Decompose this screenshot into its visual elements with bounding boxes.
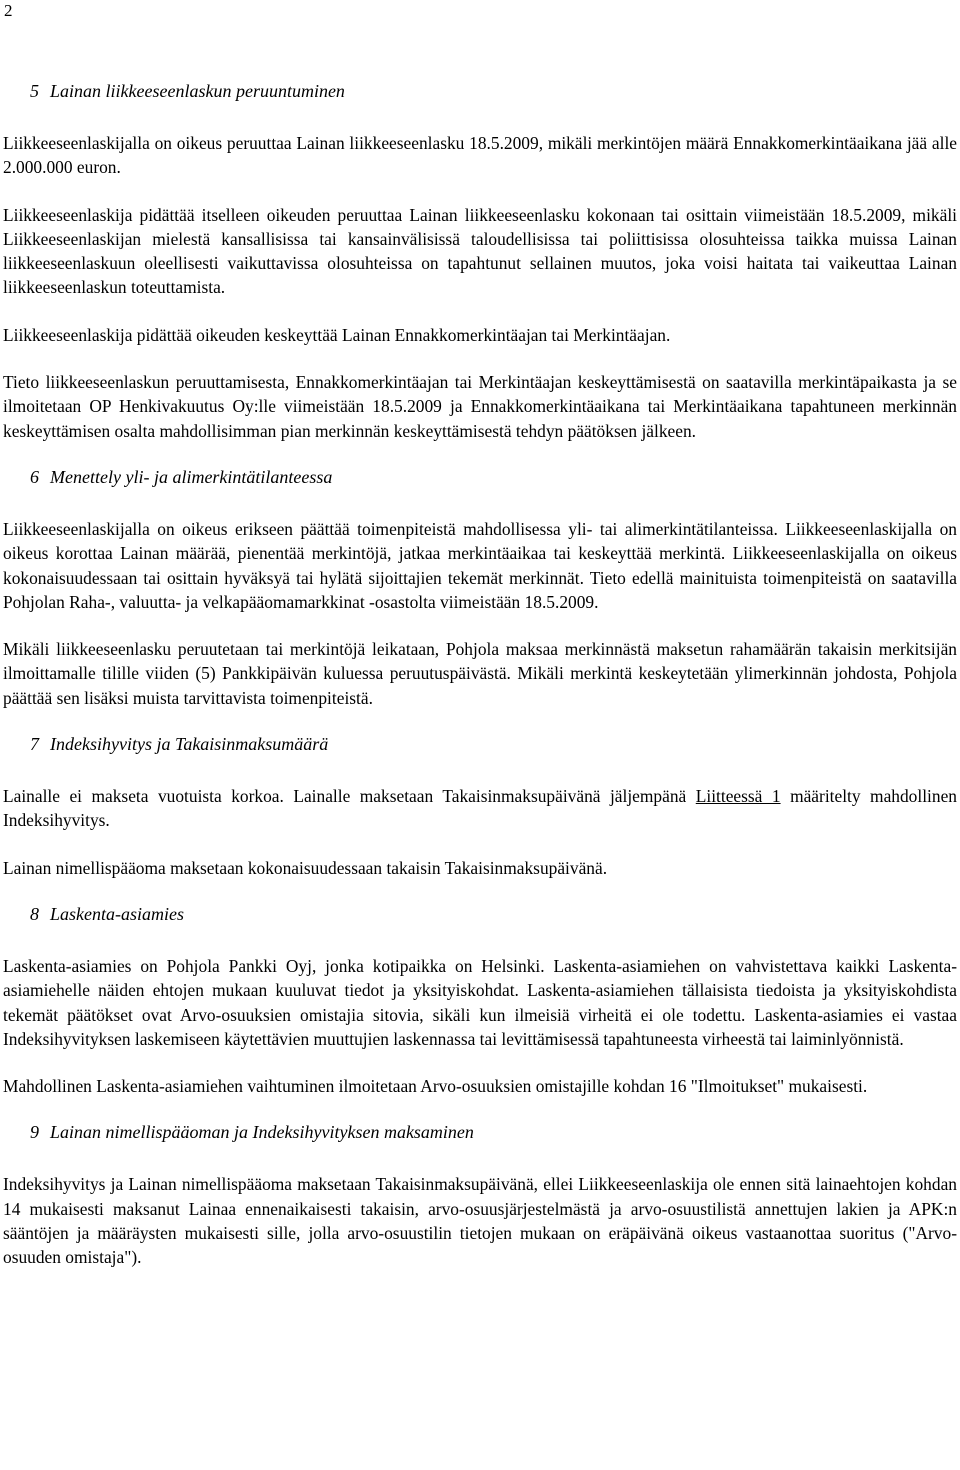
paragraph: Liikkeeseenlaskija pidättää itselleen oikeuden peruuttaa Lainan liikkeeseenlasku kokonaan tai osittain viimeistään 18.5.2009, mikäli Liikkeeseenlaskijan mielestä kansallisissa tai kansainvälisissä taloudellisissa tai poliittisissa olosuhteissa taikka muissa Lainan liikkeeseenlaskuun oleellisesti vaikuttavissa olosuhteissa on tapahtunut sellainen muutos, joka voisi haitata tai vaikeuttaa Lainan liikkeeseenlaskun toteuttamista. bbox=[3, 204, 957, 298]
paragraph: Lainan nimellispääoma maksetaan kokonaisuudessaan takaisin Takaisinmaksupäivänä. bbox=[3, 857, 608, 878]
section-number: 7 bbox=[30, 734, 39, 755]
section-8-heading bbox=[3, 903, 957, 925]
paragraph bbox=[3, 784, 957, 833]
section-7-heading bbox=[3, 733, 957, 755]
paragraph: Liikkeeseenlaskija pidättää oikeuden keskeyttää Lainan Ennakkomerkintäajan tai Merkintäajan. bbox=[3, 324, 671, 345]
section-title: Laskenta-asiamies bbox=[50, 903, 184, 924]
appendix-link[interactable]: Liitteessä 1 bbox=[695, 786, 781, 807]
paragraph: Mikäli liikkeeseenlasku peruutetaan tai merkintöjä leikataan, Pohjola maksaa merkinnästä maksetun rahamäärän takaisin merkitsijän ilmoittamalle tilille viiden (5) Pankkipäivän kuluessa peruutuspäivästä. Mikäli merkintä keskeytetään ylimerkinnän johdosta, Pohjola päättää sen lisäksi muista tarvittavista toimenpiteistä. bbox=[3, 639, 957, 708]
section-title: Indeksihyvitys ja Takaisinmaksumäärä bbox=[50, 734, 329, 755]
paragraph: Liikkeeseenlaskijalla on oikeus erikseen päättää toimenpiteistä mahdollisessa yli- tai alimerkintätilanteissa. Liikkeeseenlaskijalla on oikeus korottaa Lainan määrää, pienentää merkintöjä, jatkaa merkintäaikaa tai keskeyttää merkintä. Liikkeeseenlaskijalla on oikeus kokonaisuudessaan tai osittain hyväksyä tai hylätä sijoittajien tekemät merkinnät. Tieto edellä mainituista toimenpiteistä on saatavilla Pohjolan Raha-, valuutta- ja velkapääomamarkkinat -osastolta viimeistään 18.5.2009. bbox=[3, 518, 957, 612]
section-number: 9 bbox=[30, 1122, 39, 1143]
section-number: 8 bbox=[30, 903, 39, 924]
paragraph-text: Lainalle ei makseta vuotuista korkoa. Lainalle maksetaan Takaisinmaksupäivänä jäljempänä bbox=[3, 786, 687, 807]
section-number: 6 bbox=[30, 466, 39, 487]
section-title: Lainan nimellispääoman ja Indeksihyvityksen maksaminen bbox=[50, 1122, 474, 1143]
document-body bbox=[3, 80, 957, 1293]
paragraph: Indeksihyvitys ja Lainan nimellispääoma maksetaan Takaisinmaksupäivänä, ellei Liikkeeseenlaskija ole ennen sitä lainaehtojen kohdan 14 mukaisesti maksanut Lainaa ennenaikaisesti takaisin, arvo-osuusjärjestelmästä ja arvo-osuustilistä annettujen lakien ja APK:n sääntöjen ja määräysten mukaisesti sille, jolla arvo-osuustilin tietojen mukaan on eräpäivänä oikeus vastaanottaa suoritus ("Arvo-osuuden omistaja"). bbox=[3, 1174, 957, 1268]
paragraph: Liikkeeseenlaskijalla on oikeus peruuttaa Lainan liikkeeseenlasku 18.5.2009, mikäli merkintöjen määrä Ennakkomerkintäaikana jää alle 2.000.000 euron. bbox=[3, 133, 957, 178]
section-6-heading bbox=[3, 466, 957, 488]
paragraph: Mahdollinen Laskenta-asiamiehen vaihtuminen ilmoitetaan Arvo-osuuksien omistajille kohdan 16 "Ilmoitukset" mukaisesti. bbox=[3, 1076, 868, 1097]
section-number: 5 bbox=[30, 81, 39, 101]
section-title: Menettely yli- ja alimerkintätilanteessa bbox=[50, 466, 333, 487]
paragraph: Tieto liikkeeseenlaskun peruuttamisesta, Ennakkomerkintäajan tai Merkintäajan keskeyttämisestä on saatavilla merkintäpaikasta ja se ilmoitetaan OP Henkivakuutus Oy:lle viimeistään 18.5.2009 ja Ennakkomerkintäaikana tai Merkintäaikana tapahtuneen merkinnän keskeyttämisen osalta mahdollisimman pian merkinnän keskeyttämisestä tehdyn päätöksen jälkeen. bbox=[3, 372, 957, 441]
section-9-heading bbox=[3, 1121, 957, 1143]
page-number: 2 bbox=[4, 1, 13, 20]
section-5-heading bbox=[3, 80, 957, 102]
section-title: Lainan liikkeeseenlaskun peruuntuminen bbox=[50, 81, 345, 101]
paragraph-text: määritelty mahdollinen Indeksihyvitys. bbox=[3, 786, 957, 831]
paragraph: Laskenta-asiamies on Pohjola Pankki Oyj, jonka kotipaikka on Helsinki. Laskenta-asiamiehen on vahvistettava kaikki Laskenta-asiamiehelle näiden ehtojen mukaan kuuluvat tiedot ja yksityiskohdat. Laskenta-asiamiehen tällaisista tiedoista ja yksityiskohdista tekemät päätökset ovat Arvo-osuuksien omistajia sitovia, sikäli kun ilmeisiä virheitä ei ole todettu. Laskenta-asiamies ei vastaa Indeksihyvityksen laskemiseen käytettävien muuttujien laskennassa tai levittämisessä tapahtuneesta virheestä tai laiminlyönnistä. bbox=[3, 955, 957, 1049]
